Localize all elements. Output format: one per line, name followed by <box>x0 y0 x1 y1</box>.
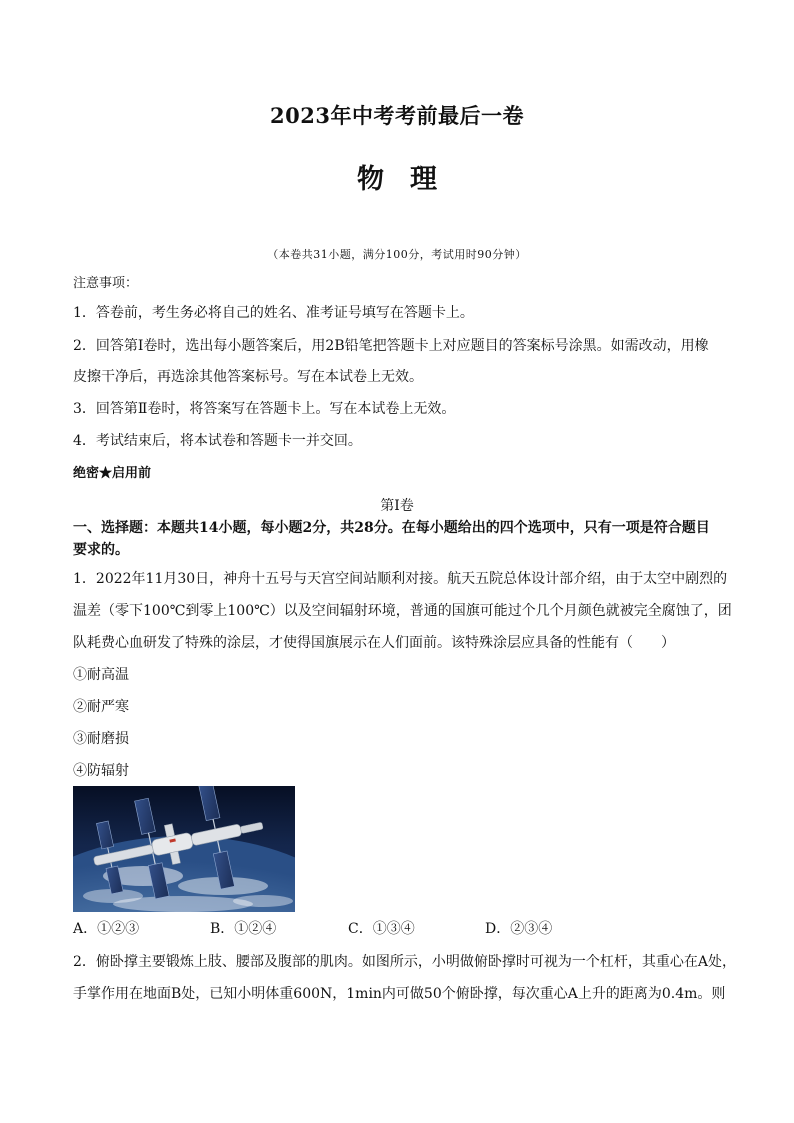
secret-label: 绝密★启用前 <box>73 466 152 481</box>
subject-title: 物理 <box>357 164 463 195</box>
q1-option-a[interactable]: A．①②③ <box>73 921 140 937</box>
section-title: 第Ⅰ卷 <box>380 498 414 514</box>
exam-title: 2023年中考考前最后一卷 <box>270 103 524 128</box>
section-instruction-1: 一、选择题：本题共14小题，每小题2分，共28分。在每小题给出的四个选项中，只有一项是符合题目 <box>73 520 710 536</box>
notice-item-2-cont: 皮擦干净后，再选涂其他答案标号。写在本试卷上无效。 <box>73 369 423 385</box>
q1-option-c[interactable]: C．①③④ <box>348 921 415 937</box>
q1-property-2: ②耐严寒 <box>73 699 129 715</box>
notice-heading: 注意事项： <box>73 276 139 291</box>
notice-item-2: 2．回答第Ⅰ卷时，选出每小题答案后，用2B铅笔把答题卡上对应题目的答案标号涂黑。如需改动，用橡 <box>73 338 709 354</box>
q1-options <box>73 918 733 938</box>
notice-item-3: 3．回答第Ⅱ卷时，将答案写在答题卡上。写在本试卷上无效。 <box>73 401 456 417</box>
q1-property-3: ③耐磨损 <box>73 731 129 747</box>
exam-meta: （本卷共31小题，满分100分，考试用时90分钟） <box>267 248 527 261</box>
notice-item-1: 1．答卷前，考生务必将自己的姓名、准考证号填写在答题卡上。 <box>73 305 474 321</box>
section-instruction-2: 要求的。 <box>73 542 129 558</box>
q2-line-2: 手掌作用在地面B处，已知小明体重600N，1min内可做50个俯卧撑，每次重心A上升的距离为0.4m。则 <box>73 986 726 1002</box>
q1-line-1: 1．2022年11月30日，神舟十五号与天宫空间站顺利对接。航天五院总体设计部介绍，由于太空中剧烈的 <box>73 571 728 587</box>
q1-property-1: ①耐高温 <box>73 667 129 683</box>
q1-option-b[interactable]: B．①②④ <box>210 921 277 937</box>
space-station-image <box>73 786 295 912</box>
q1-property-4: ④防辐射 <box>73 763 129 779</box>
q1-option-d[interactable]: D．②③④ <box>485 921 553 937</box>
notice-item-4: 4．考试结束后，将本试卷和答题卡一并交回。 <box>73 433 362 449</box>
q1-line-2: 温差（零下100℃到零上100℃）以及空间辐射环境，普通的国旗可能过个几个月颜色就被完全腐蚀了，团 <box>73 603 732 619</box>
q1-line-3: 队耗费心血研发了特殊的涂层，才使得国旗展示在人们面前。该特殊涂层应具备的性能有（ ） <box>73 635 675 651</box>
q2-line-1: 2．俯卧撑主要锻炼上肢、腰部及腹部的肌肉。如图所示，小明做俯卧撑时可视为一个杠杆，其重心在A处， <box>73 954 737 970</box>
